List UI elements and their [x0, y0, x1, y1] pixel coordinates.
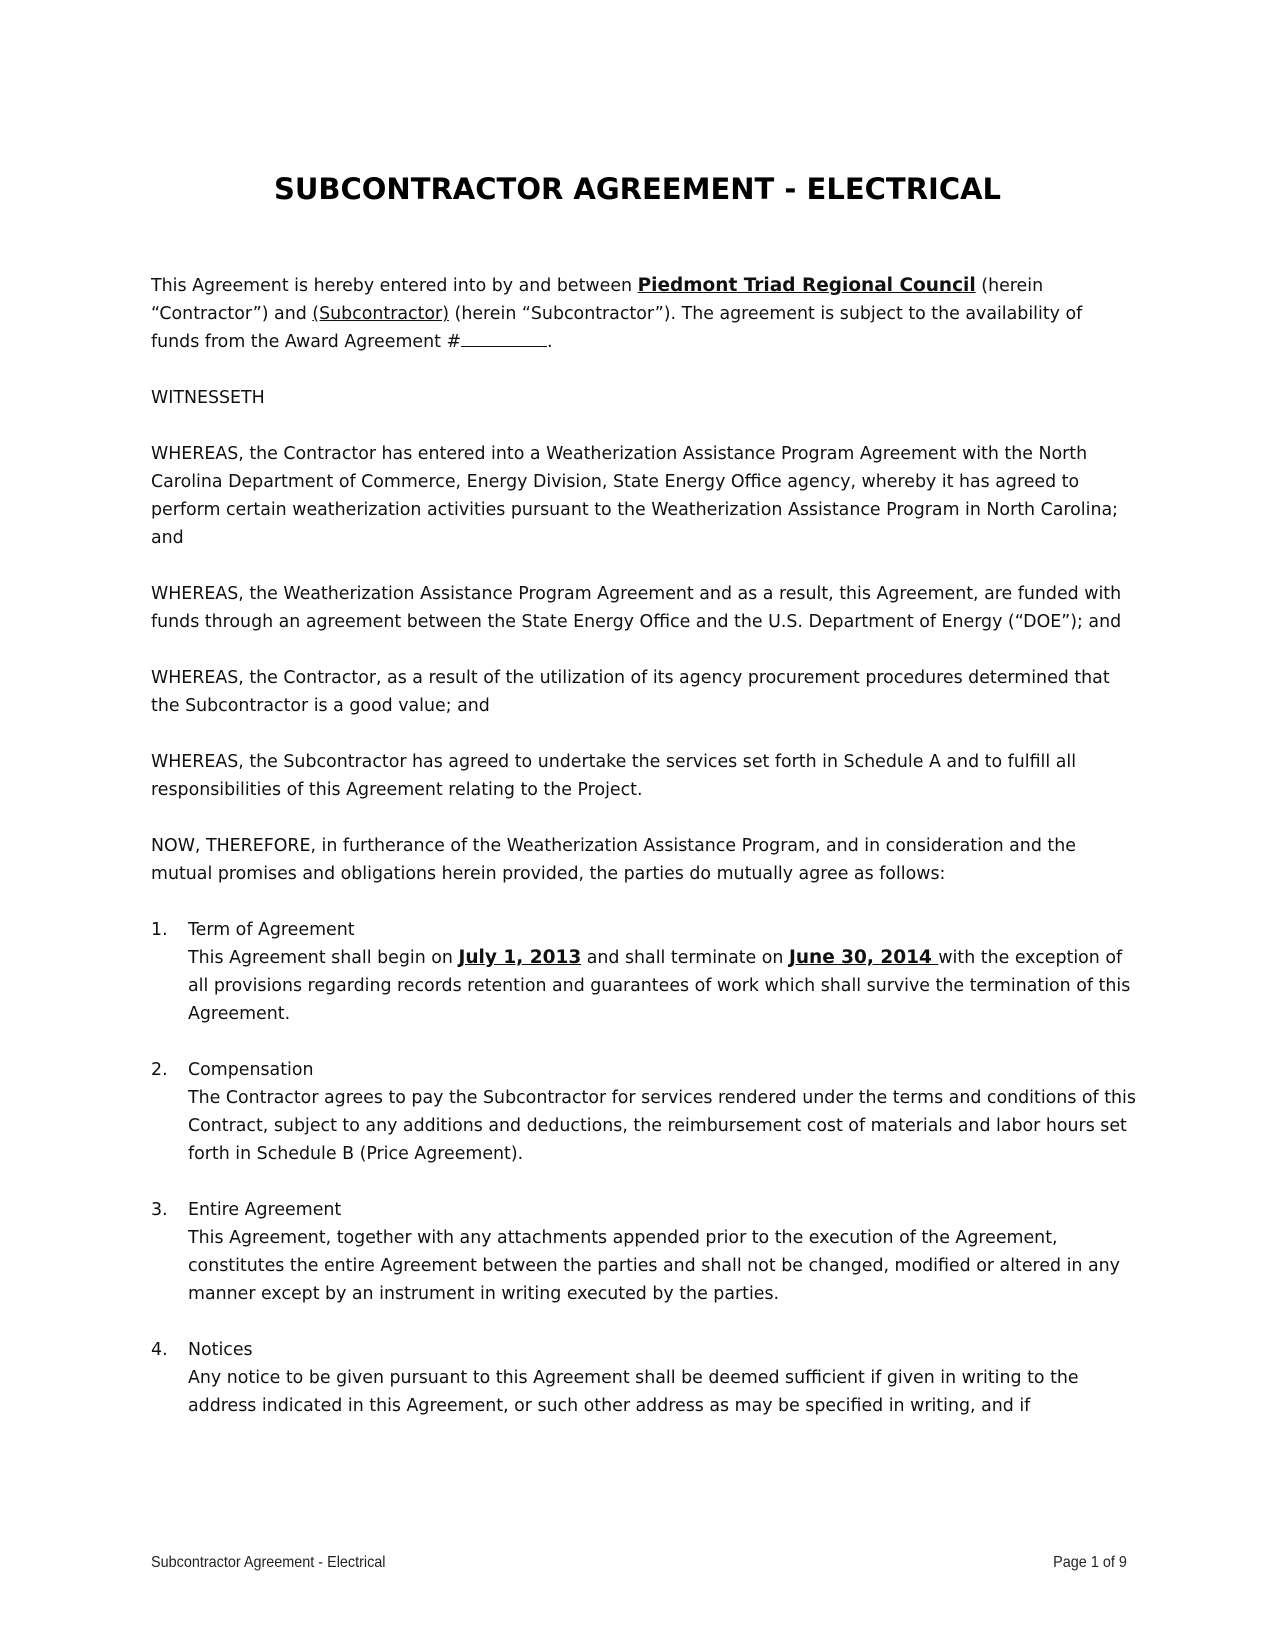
section-heading: Compensation	[188, 1060, 314, 1080]
intro-text-1: This Agreement is hereby entered into by and between	[151, 276, 638, 296]
whereas-paragraph: WHEREAS, the Weatherization Assistance Program Agreement and as a result, this Agreement, are funded with funds through an agreement between the State Energy Office and the U.S. Department of Energy (“DOE”); and	[151, 584, 1122, 632]
section-notices	[151, 1336, 1136, 1420]
section-text	[188, 944, 1136, 1028]
section-heading: Entire Agreement	[188, 1200, 342, 1220]
term-text-1: This Agreement shall begin on	[188, 948, 459, 968]
section-text: The Contractor agrees to pay the Subcontractor for services rendered under the terms and conditions of this Contract, subject to any additions and deductions, the reimbursement cost of materials and labor hours set forth in Schedule B (Price Agreement).	[188, 1088, 1136, 1164]
section-text: Any notice to be given pursuant to this Agreement shall be deemed sufficient if given in writing to the address indicated in this Agreement, or such other address as may be specified in writing, and if	[188, 1368, 1079, 1416]
term-text-2: and shall terminate on	[581, 948, 789, 968]
section-heading: Term of Agreement	[188, 920, 355, 940]
intro-text-3: (herein “Subcontractor”). The agreement is subject to the availability of funds from the Award Agreement #	[151, 304, 1083, 352]
term-text-3: with the exception of all provisions regarding records retention and guarantees of work which shall survive the termination of this Agreement.	[188, 948, 1131, 1024]
intro-text-4: .	[547, 332, 553, 352]
whereas-paragraph: WHEREAS, the Subcontractor has agreed to undertake the services set forth in Schedule A and to fulfill all responsibilities of this Agreement relating to the Project.	[151, 752, 1077, 800]
section-number: 2.	[151, 1060, 168, 1080]
footer-page-number: Page 1 of 9	[1053, 1554, 1127, 1571]
section-term-of-agreement	[151, 916, 1136, 1028]
section-entire-agreement	[151, 1196, 1136, 1308]
intro-paragraph	[151, 272, 1136, 356]
whereas-paragraph: WHEREAS, the Contractor, as a result of the utilization of its agency procurement procedures determined that the Subcontractor is a good value; and	[151, 668, 1110, 716]
start-date: July 1, 2013	[458, 947, 582, 968]
section-heading: Notices	[188, 1340, 253, 1360]
section-compensation	[151, 1056, 1136, 1168]
subcontractor-placeholder: (Subcontractor)	[312, 304, 449, 324]
whereas-paragraph: WHEREAS, the Contractor has entered into a Weatherization Assistance Program Agreement with the North Carolina Department of Commerce, Energy Division, State Energy Office agency, whereby it has agreed to perform certain weatherization activities pursuant to the Weatherization Assistance Program in North Carolina; and	[151, 444, 1118, 548]
intro-text-2: (herein “Contractor”) and	[151, 276, 1044, 324]
section-number: 4.	[151, 1340, 168, 1360]
section-number: 1.	[151, 920, 168, 940]
page-title: SUBCONTRACTOR AGREEMENT - ELECTRICAL	[273, 172, 1002, 206]
witnesseth-heading: WITNESSETH	[151, 388, 265, 408]
contractor-name: Piedmont Triad Regional Council	[637, 275, 976, 296]
section-text: This Agreement, together with any attachments appended prior to the execution of the Agreement, constitutes the entire Agreement between the parties and shall not be changed, modified or altered in any manner except by an instrument in writing executed by the parties.	[188, 1228, 1120, 1304]
end-date: June 30, 2014	[788, 947, 939, 968]
document-body	[151, 272, 1136, 1448]
section-number: 3.	[151, 1200, 168, 1220]
award-number-blank	[461, 328, 547, 347]
footer-document-name: Subcontractor Agreement - Electrical	[151, 1554, 386, 1571]
now-therefore-paragraph: NOW, THEREFORE, in furtherance of the Weatherization Assistance Program, and in consideration and the mutual promises and obligations herein provided, the parties do mutually agree as follows:	[151, 836, 1076, 884]
